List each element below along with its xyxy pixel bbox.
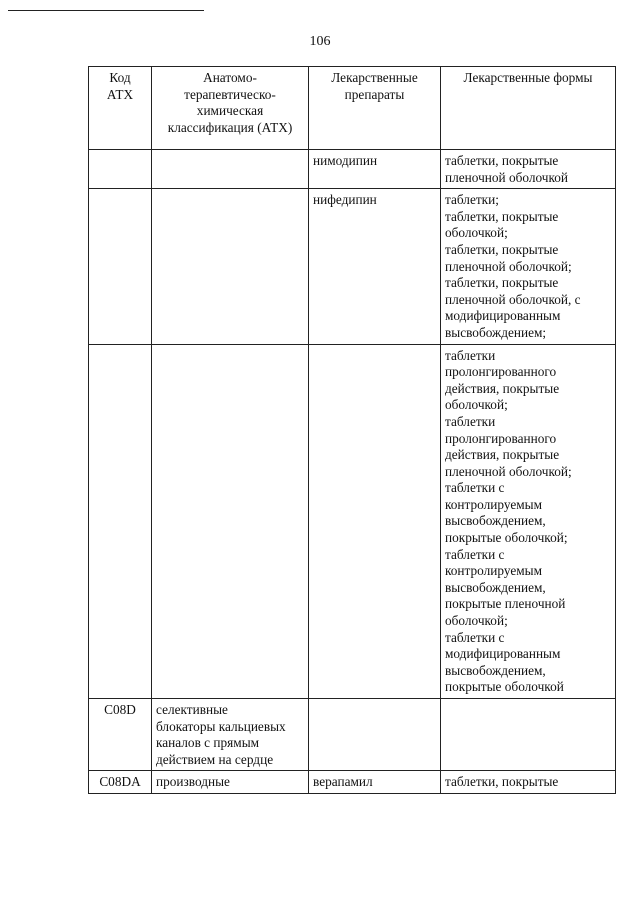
cell-line: таблетки, покрытые xyxy=(445,241,559,257)
cell-line: таблетки, покрытые xyxy=(445,153,559,168)
cell-line: таблетки с xyxy=(445,629,505,645)
cell-line: Лекарственные формы xyxy=(463,70,593,85)
cell-forms xyxy=(441,150,616,189)
table-row xyxy=(89,771,616,794)
cell-line: таблетки с xyxy=(445,480,505,496)
cell-line: действия, покрытые xyxy=(445,380,560,396)
cell-line: модифицированным xyxy=(445,308,561,324)
cell-line: классификация (АТХ) xyxy=(167,119,293,135)
cell-code xyxy=(89,189,152,344)
cell-forms xyxy=(441,771,616,794)
cell-code xyxy=(89,150,152,189)
cell-line: нифедипин xyxy=(313,192,377,208)
cell-line: таблетки, покрытые xyxy=(445,275,559,291)
cell-forms xyxy=(441,344,616,698)
top-rule xyxy=(8,10,204,11)
cell-code xyxy=(89,771,152,794)
cell-line: пленочной оболочкой, с xyxy=(445,291,581,307)
cell-line: контролируемым xyxy=(445,496,543,512)
cell-drug xyxy=(309,189,441,344)
cell-line: пленочной оболочкой; xyxy=(445,463,572,479)
cell-line: оболочкой; xyxy=(445,613,508,629)
cell-line: каналов с прямым xyxy=(156,735,260,751)
cell-line: пленочной оболочкой xyxy=(445,169,569,185)
cell-line: таблетки xyxy=(445,347,496,363)
header-drugs xyxy=(309,67,441,150)
cell-line: контролируемым xyxy=(445,563,543,579)
cell-line: химическая xyxy=(196,103,264,119)
cell-line: пленочной оболочкой; xyxy=(445,258,572,274)
cell-forms xyxy=(441,699,616,771)
cell-classification xyxy=(152,150,309,189)
cell-line: верапамил xyxy=(313,774,373,790)
cell-line: высвобождением, xyxy=(445,513,546,529)
cell-line: высвобождением, xyxy=(445,579,546,595)
cell-line: Код xyxy=(109,70,131,85)
cell-line: C08DA xyxy=(99,774,141,790)
cell-line: таблетки с xyxy=(445,546,505,562)
cell-line: Лекарственные xyxy=(331,70,418,85)
cell-drug xyxy=(309,699,441,771)
cell-line: покрытые оболочкой xyxy=(445,679,564,695)
cell-line: действием на сердце xyxy=(156,751,274,767)
header-forms xyxy=(441,67,616,150)
header-code xyxy=(89,67,152,150)
cell-line: высвобождением; xyxy=(445,324,547,340)
cell-line: оболочкой; xyxy=(445,397,508,413)
cell-line: селективные xyxy=(156,702,228,717)
cell-forms xyxy=(441,189,616,344)
cell-classification xyxy=(152,189,309,344)
cell-line: высвобождением, xyxy=(445,662,546,678)
cell-drug xyxy=(309,771,441,794)
cell-line: пролонгированного xyxy=(445,364,557,380)
page-number: 106 xyxy=(309,34,331,49)
cell-line: блокаторы кальциевых xyxy=(156,718,286,734)
cell-line: таблетки xyxy=(445,413,496,429)
cell-line: модифицированным xyxy=(445,646,561,662)
table-row xyxy=(89,189,616,344)
cell-line: пролонгированного xyxy=(445,430,557,446)
cell-line: АТХ xyxy=(106,86,134,102)
cell-drug xyxy=(309,150,441,189)
cell-code xyxy=(89,344,152,698)
cell-line: нимодипин xyxy=(313,153,378,168)
cell-line: покрытые пленочной xyxy=(445,596,566,612)
cell-line: таблетки, покрытые xyxy=(445,208,559,224)
table-row xyxy=(89,699,616,771)
cell-line: таблетки, покрытые xyxy=(445,774,559,790)
cell-classification xyxy=(152,699,309,771)
cell-line: действия, покрытые xyxy=(445,447,560,463)
cell-line: терапевтическо- xyxy=(184,86,276,102)
cell-line: оболочкой; xyxy=(445,225,508,241)
cell-line: производные xyxy=(156,774,230,790)
cell-classification xyxy=(152,344,309,698)
cell-line: C08D xyxy=(104,702,136,717)
table-row xyxy=(89,344,616,698)
header-classification xyxy=(152,67,309,150)
cell-drug xyxy=(309,344,441,698)
cell-classification xyxy=(152,771,309,794)
cell-line: препараты xyxy=(344,86,405,102)
cell-line: таблетки; xyxy=(445,192,499,208)
table-row xyxy=(89,150,616,189)
cell-code xyxy=(89,699,152,771)
atx-table xyxy=(88,66,616,794)
cell-line: покрытые оболочкой; xyxy=(445,530,568,546)
cell-line: Анатомо- xyxy=(203,70,257,85)
table-header-row xyxy=(89,67,616,150)
